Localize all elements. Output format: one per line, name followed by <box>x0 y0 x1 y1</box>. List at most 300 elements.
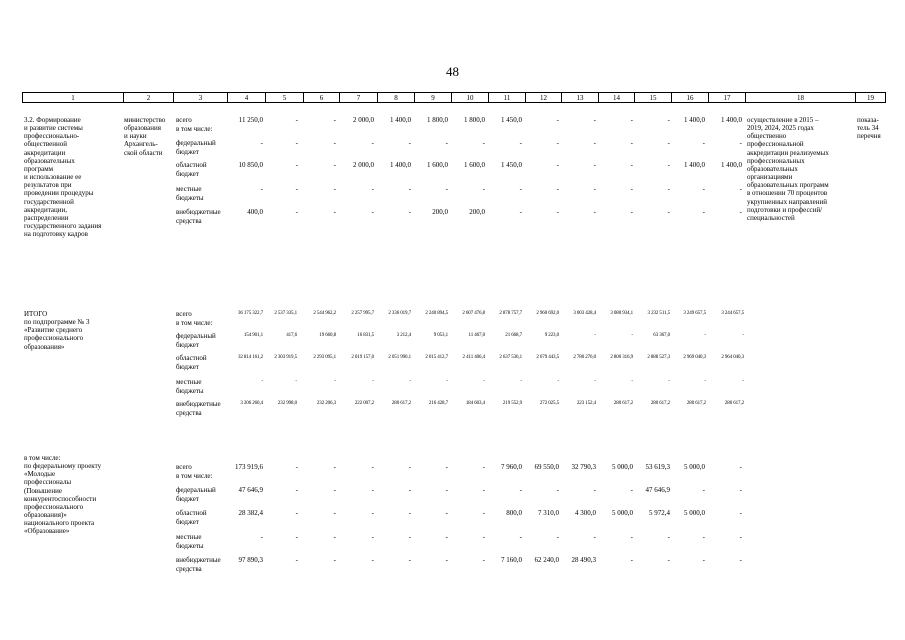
value-cell: - <box>667 556 670 564</box>
value-cell: - <box>333 208 336 216</box>
value-cell: - <box>556 139 559 147</box>
value-cell: 32 814 161,2 <box>237 355 263 360</box>
value-cell: - <box>702 533 705 541</box>
value-cell: 32 790,3 <box>571 463 596 471</box>
indicator-ref-line: тель 34 <box>857 124 879 133</box>
value-cell: 3 212,4 <box>396 333 411 338</box>
value-cell: 154 901,1 <box>243 333 263 338</box>
value-cell: - <box>482 463 485 471</box>
value-cell: - <box>630 486 633 494</box>
value-cell: 417,6 <box>286 333 297 338</box>
measure-name-line: аккредитации <box>24 148 66 157</box>
result-description-line: образовательных <box>747 164 798 173</box>
value-cell: - <box>557 379 559 384</box>
value-cell: 232 998,0 <box>277 401 297 406</box>
value-cell: 2 411 406,4 <box>462 355 485 360</box>
value-cell: - <box>630 208 633 216</box>
value-cell: 36 175 322,7 <box>237 311 263 316</box>
header-cell-1: 1 <box>22 92 123 103</box>
value-cell: 1 400,0 <box>721 116 742 124</box>
value-cell: 7 160,0 <box>501 556 522 564</box>
row-label: внебюджетные <box>176 556 221 564</box>
value-cell: 3 244 657,5 <box>721 311 744 316</box>
value-cell: 2 019 157,0 <box>351 355 374 360</box>
row-label: областной <box>176 161 207 169</box>
value-cell: - <box>408 185 411 193</box>
value-cell: - <box>556 185 559 193</box>
value-cell: - <box>702 486 705 494</box>
value-cell: - <box>295 161 298 169</box>
value-cell: - <box>739 139 742 147</box>
indicator-ref-line: перечня <box>857 132 881 141</box>
value-cell: - <box>408 509 411 517</box>
value-cell: - <box>445 556 448 564</box>
value-cell: 223 152,4 <box>576 401 596 406</box>
value-cell: 200,0 <box>432 208 448 216</box>
value-cell: - <box>739 509 742 517</box>
federal-project-title-line: конкурентоспособности <box>24 494 97 503</box>
value-cell: 2 000,0 <box>353 116 374 124</box>
row-label: бюджеты <box>176 541 204 550</box>
value-cell: - <box>593 161 596 169</box>
header-cell-17: 17 <box>708 92 745 103</box>
value-cell: - <box>371 185 374 193</box>
value-cell: - <box>556 116 559 124</box>
value-cell: - <box>593 185 596 193</box>
value-cell: - <box>667 139 670 147</box>
value-cell: - <box>333 185 336 193</box>
row-label: бюджет <box>176 169 199 178</box>
value-cell: - <box>702 185 705 193</box>
value-cell: 2 888 527,3 <box>647 355 670 360</box>
value-cell: 1 400,0 <box>390 161 411 169</box>
value-cell: - <box>295 185 298 193</box>
value-cell: 173 919,6 <box>235 463 263 471</box>
value-cell: - <box>630 556 633 564</box>
value-cell: - <box>371 208 374 216</box>
value-cell: 62 240,0 <box>534 556 559 564</box>
value-cell: 7 960,0 <box>501 463 522 471</box>
value-cell: 280 617,2 <box>686 401 706 406</box>
value-cell: 9 053,1 <box>433 333 448 338</box>
value-cell: 2 537 335,1 <box>274 311 297 316</box>
row-label: в том числе: <box>176 318 213 327</box>
executor-line: и науки <box>124 132 147 141</box>
value-cell: 800,0 <box>506 509 522 517</box>
value-cell: 2 015 412,7 <box>425 355 448 360</box>
value-cell: - <box>519 533 522 541</box>
value-cell: - <box>630 185 633 193</box>
header-cell-11: 11 <box>488 92 525 103</box>
value-cell: - <box>482 533 485 541</box>
value-cell: 222 007,2 <box>354 401 374 406</box>
value-cell: - <box>445 185 448 193</box>
value-cell: - <box>702 208 705 216</box>
value-cell: 3 206 260,4 <box>240 401 263 406</box>
value-cell: - <box>739 486 742 494</box>
row-label: в том числе: <box>176 471 213 480</box>
value-cell: - <box>333 463 336 471</box>
value-cell: 4 300,0 <box>575 509 596 517</box>
header-cell-10: 10 <box>451 92 488 103</box>
value-cell: 69 550,0 <box>534 463 559 471</box>
result-description-line: специальностей <box>747 213 795 222</box>
measure-name-line: результатов при <box>24 181 72 190</box>
value-cell: 7 310,0 <box>538 509 559 517</box>
value-cell: - <box>371 533 374 541</box>
value-cell: - <box>333 139 336 147</box>
value-cell: - <box>333 533 336 541</box>
itogo-title-line: профессионального <box>24 334 84 343</box>
header-cell-6: 6 <box>303 92 339 103</box>
header-cell-16: 16 <box>671 92 708 103</box>
value-cell: 3 003 428,4 <box>573 311 596 316</box>
value-cell: 5 972,4 <box>649 509 670 517</box>
value-cell: 5 000,0 <box>684 509 705 517</box>
header-cell-8: 8 <box>377 92 414 103</box>
value-cell: 2 544 962,2 <box>313 311 336 316</box>
value-cell: - <box>445 509 448 517</box>
header-cell-13: 13 <box>561 92 598 103</box>
executor-line: образования <box>124 124 161 133</box>
value-cell: - <box>260 533 263 541</box>
value-cell: - <box>704 333 706 338</box>
federal-project-title-line: в том числе: <box>24 454 61 462</box>
header-cell-18: 18 <box>745 92 855 103</box>
itogo-title-line: образования» <box>24 342 65 351</box>
value-cell: - <box>483 379 485 384</box>
federal-project-title-line: национального проекта <box>24 519 95 528</box>
value-cell: 2 637 536,1 <box>499 355 522 360</box>
value-cell: 2 240 894,5 <box>425 311 448 316</box>
value-cell: - <box>631 379 633 384</box>
row-label: бюджет <box>176 362 199 371</box>
value-cell: 1 400,0 <box>721 161 742 169</box>
value-cell: - <box>295 533 298 541</box>
value-cell: 47 646,9 <box>645 486 670 494</box>
executor-line: Архангель- <box>124 140 158 149</box>
measure-name-line: 3.2. Формирование <box>24 116 81 124</box>
measure-name-line: профессионально- <box>24 132 80 141</box>
value-cell: 2 336 019,7 <box>388 311 411 316</box>
federal-project-title-line: профессионалы <box>24 478 72 487</box>
value-cell: - <box>295 486 298 494</box>
row-label: всего <box>176 463 192 471</box>
value-cell: 16 831,5 <box>357 333 374 338</box>
value-cell: - <box>295 379 297 384</box>
result-description-line: профессиональных <box>747 156 805 165</box>
value-cell: - <box>408 139 411 147</box>
header-cell-4: 4 <box>227 92 265 103</box>
row-label: в том числе: <box>176 124 213 133</box>
value-cell: - <box>371 556 374 564</box>
value-cell: - <box>371 509 374 517</box>
value-cell: - <box>295 139 298 147</box>
row-label: всего <box>176 310 192 318</box>
value-cell: 28 382,4 <box>238 509 263 517</box>
page-number: 48 <box>446 64 459 79</box>
header-cell-19: 19 <box>855 92 886 103</box>
federal-project-title-line: профессионального <box>24 502 84 511</box>
value-cell: 2 679 443,5 <box>536 355 559 360</box>
header-cell-5: 5 <box>265 92 303 103</box>
value-cell: - <box>333 486 336 494</box>
value-cell: 9 223,0 <box>544 333 559 338</box>
value-cell: 280 617,2 <box>650 401 670 406</box>
value-cell: 280 617,2 <box>613 401 633 406</box>
row-label: федеральный <box>176 139 216 147</box>
measure-name-line: образовательных <box>24 156 75 165</box>
value-cell: 63 367,0 <box>653 333 670 338</box>
row-label: средства <box>176 408 202 417</box>
header-cell-15: 15 <box>634 92 671 103</box>
header-cell-7: 7 <box>339 92 377 103</box>
measure-name-line: на подготовку кадров <box>24 230 88 239</box>
value-cell: - <box>739 533 742 541</box>
row-label: областной <box>176 354 207 362</box>
value-cell: - <box>593 486 596 494</box>
value-cell: - <box>742 333 744 338</box>
value-cell: - <box>482 509 485 517</box>
itogo-title-line: ИТОГО <box>24 310 48 318</box>
value-cell: - <box>372 379 374 384</box>
value-cell: - <box>594 333 596 338</box>
value-cell: - <box>334 379 336 384</box>
value-cell: 10 850,0 <box>238 161 263 169</box>
value-cell: 200,0 <box>469 208 485 216</box>
measure-name-line: общественной <box>24 140 68 149</box>
value-cell: - <box>593 116 596 124</box>
value-cell: 1 400,0 <box>684 161 705 169</box>
value-cell: - <box>593 208 596 216</box>
row-label: бюджеты <box>176 193 204 202</box>
value-cell: - <box>333 161 336 169</box>
row-label: бюджет <box>176 147 199 156</box>
value-cell: - <box>630 116 633 124</box>
value-cell: 1 400,0 <box>684 116 705 124</box>
value-cell: 2 780 276,0 <box>573 355 596 360</box>
measure-name-line: и использование ее <box>24 173 82 182</box>
value-cell: - <box>593 533 596 541</box>
value-cell: - <box>556 533 559 541</box>
value-cell: 1 800,0 <box>464 116 485 124</box>
value-cell: - <box>482 185 485 193</box>
value-cell: 272 025,5 <box>539 401 559 406</box>
value-cell: - <box>371 486 374 494</box>
result-description-line: профессиональной <box>747 140 804 149</box>
value-cell: 2 800 316,9 <box>610 355 633 360</box>
result-description-line: 2019, 2024, 2025 годах <box>747 124 814 133</box>
row-label: средства <box>176 216 202 225</box>
value-cell: - <box>739 185 742 193</box>
executor-line: министерство <box>124 116 166 124</box>
value-cell: - <box>630 161 633 169</box>
header-cell-3: 3 <box>173 92 227 103</box>
result-description-line: укрупненных направлений <box>747 197 828 206</box>
result-description-line: аккредитации реализуемых <box>747 148 829 157</box>
value-cell: - <box>630 533 633 541</box>
row-label: бюджет <box>176 517 199 526</box>
value-cell: 2 051 990,1 <box>388 355 411 360</box>
value-cell: 5 000,0 <box>684 463 705 471</box>
value-cell: - <box>371 463 374 471</box>
value-cell: - <box>408 463 411 471</box>
value-cell: - <box>408 556 411 564</box>
measure-name-line: государственного задания <box>24 221 102 230</box>
result-description-line: общественно <box>747 132 787 141</box>
value-cell: - <box>408 486 411 494</box>
value-cell: 53 619,3 <box>645 463 670 471</box>
value-cell: - <box>556 486 559 494</box>
value-cell: - <box>520 379 522 384</box>
row-label: бюджет <box>176 494 199 503</box>
value-cell: 5 000,0 <box>612 509 633 517</box>
row-label: областной <box>176 509 207 517</box>
value-cell: - <box>482 486 485 494</box>
value-cell: 1 400,0 <box>390 116 411 124</box>
row-label: внебюджетные <box>176 208 221 216</box>
value-cell: - <box>593 139 596 147</box>
value-cell: 3 080 934,1 <box>610 311 633 316</box>
value-cell: 232 206,3 <box>316 401 336 406</box>
value-cell: - <box>446 379 448 384</box>
row-label: внебюджетные <box>176 400 221 408</box>
value-cell: - <box>333 509 336 517</box>
value-cell: - <box>445 139 448 147</box>
value-cell: - <box>445 486 448 494</box>
value-cell: 2 293 095,1 <box>313 355 336 360</box>
measure-name-line: аккредитации, <box>24 205 67 214</box>
value-cell: 1 600,0 <box>427 161 448 169</box>
result-description-line: образовательных программ <box>747 181 829 190</box>
header-cell-2: 2 <box>123 92 173 103</box>
value-cell: 1 600,0 <box>464 161 485 169</box>
value-cell: 1 800,0 <box>427 116 448 124</box>
header-cell-12: 12 <box>525 92 561 103</box>
value-cell: 11 467,0 <box>468 333 485 338</box>
value-cell: 11 250,0 <box>238 116 263 124</box>
value-cell: - <box>702 139 705 147</box>
value-cell: 184 603,4 <box>465 401 485 406</box>
row-label: федеральный <box>176 486 216 494</box>
value-cell: 400,0 <box>247 208 263 216</box>
value-cell: - <box>594 379 596 384</box>
measure-name-line: программ <box>24 164 54 173</box>
header-cell-9: 9 <box>414 92 451 103</box>
value-cell: - <box>260 139 263 147</box>
value-cell: - <box>445 463 448 471</box>
value-cell: 2 964 040,3 <box>721 355 744 360</box>
result-description-line: осуществление в 2015 – <box>747 116 819 124</box>
itogo-title-line: по подпрограмме № 3 <box>24 318 90 327</box>
value-cell: - <box>739 556 742 564</box>
value-cell: 3 249 657,5 <box>683 311 706 316</box>
federal-project-title-line: «Образование» <box>24 527 70 536</box>
value-cell: - <box>630 139 633 147</box>
value-cell: - <box>333 556 336 564</box>
value-cell: - <box>556 208 559 216</box>
value-cell: 97 890,3 <box>238 556 263 564</box>
federal-project-title-line: по федеральному проекту <box>24 462 102 471</box>
value-cell: - <box>519 139 522 147</box>
row-label: бюджет <box>176 340 199 349</box>
value-cell: - <box>667 208 670 216</box>
value-cell: - <box>667 116 670 124</box>
value-cell: - <box>445 533 448 541</box>
value-cell: - <box>668 379 670 384</box>
value-cell: - <box>409 379 411 384</box>
measure-name-line: и развитие системы <box>24 124 83 133</box>
federal-project-title-line: (Повышение <box>24 486 62 495</box>
row-label: местные <box>176 378 202 386</box>
value-cell: 280 617,2 <box>724 401 744 406</box>
value-cell: 2 960 692,0 <box>536 311 559 316</box>
value-cell: - <box>261 379 263 384</box>
value-cell: 280 617,2 <box>391 401 411 406</box>
value-cell: 2 303 919,5 <box>274 355 297 360</box>
value-cell: - <box>333 116 336 124</box>
value-cell: - <box>631 333 633 338</box>
value-cell: 2 000,0 <box>353 161 374 169</box>
value-cell: 1 450,0 <box>501 161 522 169</box>
row-label: бюджеты <box>176 386 204 395</box>
value-cell: - <box>295 463 298 471</box>
header-cell-14: 14 <box>598 92 634 103</box>
value-cell: - <box>295 556 298 564</box>
value-cell: 28 490,3 <box>571 556 596 564</box>
row-label: средства <box>176 564 202 573</box>
value-cell: - <box>295 208 298 216</box>
executor-line: ской области <box>124 148 163 157</box>
value-cell: 3 232 511,5 <box>647 311 670 316</box>
indicator-ref-line: показа- <box>857 116 879 124</box>
measure-name-line: государственной <box>24 197 74 206</box>
value-cell: 21 668,7 <box>505 333 522 338</box>
value-cell: 47 646,9 <box>238 486 263 494</box>
value-cell: 5 000,0 <box>612 463 633 471</box>
measure-name-line: распределении <box>24 213 69 222</box>
federal-project-title-line: образования)» <box>24 511 67 520</box>
value-cell: 219 552,9 <box>502 401 522 406</box>
value-cell: - <box>408 533 411 541</box>
value-cell: - <box>260 185 263 193</box>
measure-name-line: проведении процедуры <box>24 189 94 198</box>
value-cell: - <box>519 185 522 193</box>
row-label: федеральный <box>176 332 216 340</box>
value-cell: - <box>667 161 670 169</box>
row-label: местные <box>176 533 202 541</box>
row-label: местные <box>176 185 202 193</box>
value-cell: 216 428,7 <box>428 401 448 406</box>
value-cell: 19 660,8 <box>319 333 336 338</box>
value-cell: - <box>295 116 298 124</box>
federal-project-title-line: «Молодые <box>24 470 56 479</box>
value-cell: 2 878 757,7 <box>499 311 522 316</box>
value-cell: 1 450,0 <box>501 116 522 124</box>
result-description-line: подготовки и профессий/ <box>747 205 823 214</box>
row-label: всего <box>176 116 192 124</box>
value-cell: - <box>667 185 670 193</box>
value-cell: - <box>519 486 522 494</box>
itogo-title-line: «Развитие среднего <box>24 326 83 335</box>
value-cell: - <box>742 379 744 384</box>
value-cell: 2 257 995,7 <box>351 311 374 316</box>
value-cell: - <box>371 139 374 147</box>
value-cell: 2 969 040,3 <box>683 355 706 360</box>
value-cell: - <box>519 208 522 216</box>
value-cell: - <box>739 463 742 471</box>
value-cell: - <box>704 379 706 384</box>
